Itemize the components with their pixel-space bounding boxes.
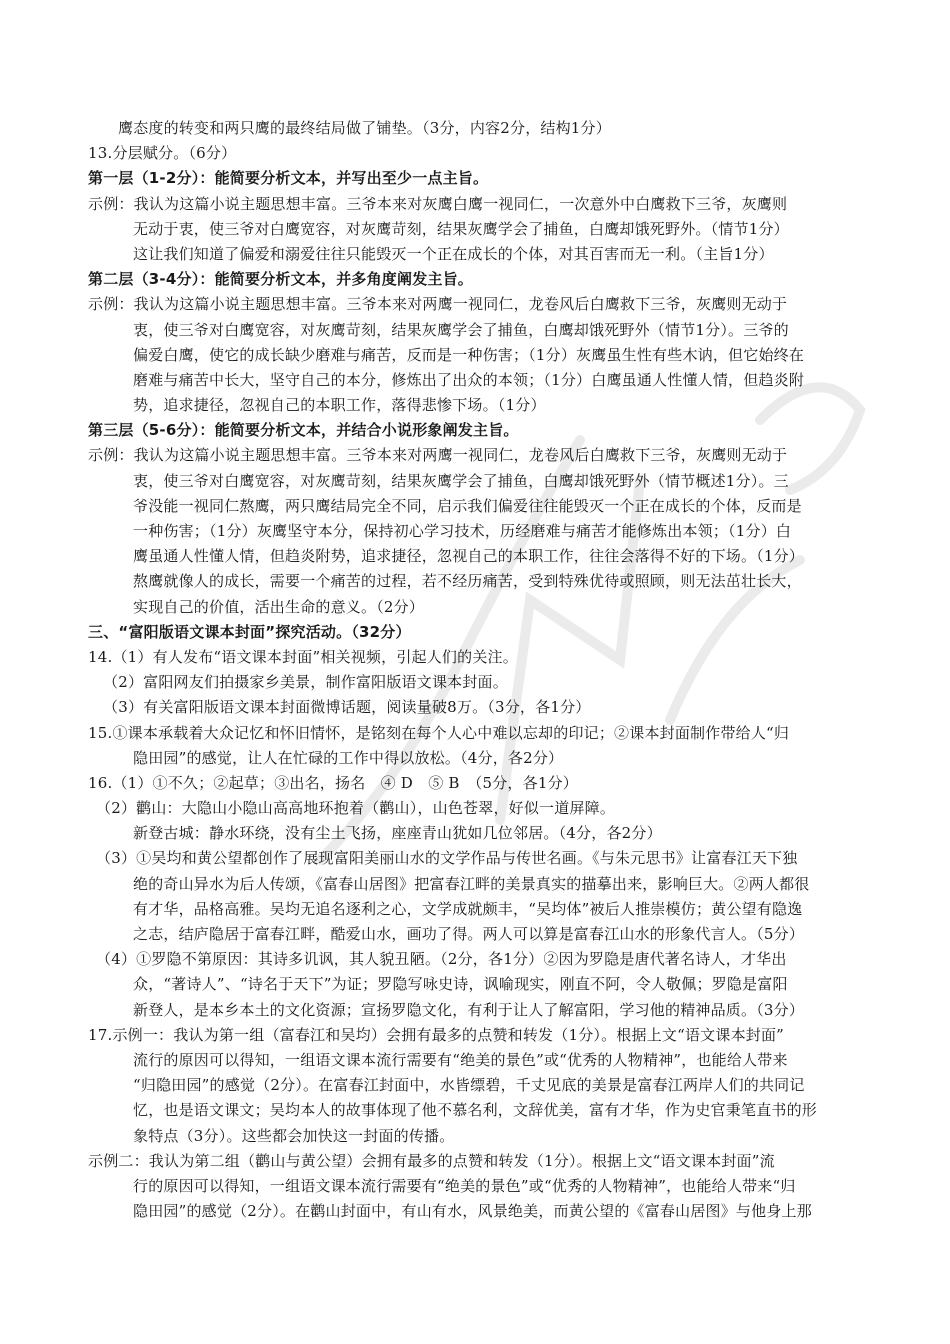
answer-document (88, 116, 878, 1224)
text-line: 新登古城：静水环绕，没有尘土飞扬，座座青山犹如几位邻居。（4分，各2分） (133, 824, 662, 843)
text-line: 象特点（3分）。这些都会加快这一封面的传播。 (133, 1126, 455, 1145)
text-line: 势，追求捷径，忽视自己的本职工作，落得悲惨下场。（1分） (133, 396, 546, 415)
text-line: 示例：我认为这篇小说主题思想丰富。三爷本来对灰鹰白鹰一视同仁，一次意外中白鹰救下三爷，灰鹰则 (88, 194, 788, 213)
text-line: 13.分层赋分。（6分） (88, 144, 237, 163)
text-line: （2）富阳网友们拍摄家乡美景，制作富阳版语文课本封面。 (103, 673, 508, 692)
text-line: 之志，结庐隐居于富春江畔，酷爱山水，画功了得。两人可以算是富春江山水的形象代言人。（5分） (133, 925, 805, 943)
text-line: 衷，使三爷对白鹰宽容，对灰鹰苛刻，结果灰鹰学会了捕鱼，白鹰却饿死野外（情节1分）。三爷的 (133, 320, 789, 339)
text-line: 鹰态度的转变和两只鹰的最终结局做了铺垫。（3分，内容2分，结构1分） (118, 119, 611, 137)
text-line: 行的原因可以得知，一组语文课本流行需要有“绝美的景色”或“优秀的人物精神”，也能给人带来“归 (133, 1176, 796, 1195)
text-line: 流行的原因可以得知，一组语文课本流行需要有“绝美的景色”或“优秀的人物精神”，也能给人带来 (133, 1050, 788, 1069)
text-line: 15.①课本承载着大众记忆和怀旧情怀，是铭刻在每个人心中难以忘却的印记；②课本封面制作带给人“归 (88, 723, 790, 742)
text-line: 有才华，品格高雅。吴均无追名逐利之心，文学成就颇丰，“吴均体”被后人推崇模仿；黄公望有隐逸 (133, 899, 803, 918)
text-line: 绝的奇山异水为后人传颂，《富春山居图》把富春江畔的美景真实的描摹出来，影响巨大。②两人都很 (133, 874, 810, 893)
text-line: 第三层（5-6分）：能简要分析文本，并结合小说形象阐发主旨。 (88, 421, 519, 440)
text-line: 爷没能一视同仁熬鹰，两只鹰结局完全不同，启示我们偏爱往往能毁灭一个正在成长的个体，反而是 (133, 496, 802, 515)
text-line: 14.（1）有人发布“语文课本封面”相关视频，引起人们的关注。 (88, 647, 518, 666)
text-line: 一种伤害；（1分）灰鹰坚守本分，保持初心学习技术，历经磨难与痛苦才能修炼出本领；（1分）白 (133, 522, 792, 540)
text-line: 示例：我认为这篇小说主题思想丰富。三爷本来对两鹰一视同仁，龙卷风后白鹰救下三爷，灰鹰则无动于 (88, 295, 788, 314)
text-line: 隐田园”的感觉，让人在忙碌的工作中得以放松。（4分，各2分） (133, 748, 564, 767)
text-line: 偏爱白鹰，使它的成长缺少磨难与痛苦，反而是一种伤害；（1分）灰鹰虽生性有些木讷，但它始终在 (133, 345, 805, 364)
text-line: 忆，也是语文课文；吴均本人的故事体现了他不慕名利，文辞优美，富有才华，作为史官秉笔直书的形 (133, 1101, 818, 1120)
text-line: 第一层（1-2分）：能简要分析文本，并写出至少一点主旨。 (88, 169, 489, 188)
text-line: （4）①罗隐不第原因：其诗多讥讽，其人貌丑陋。（2分，各1分）②因为罗隐是唐代著名诗人，才华出 (96, 950, 787, 969)
text-line: 新登人，是本乡本土的文化资源；宣扬罗隐文化，有利于让人了解富阳，学习他的精神品质。（3分） (133, 1000, 805, 1019)
text-line: 无动于衷，使三爷对白鹰宽容，对灰鹰苛刻，结果灰鹰学会了捕鱼，白鹰却饿死野外。（情节1分） (133, 219, 789, 238)
text-line: （3）①吴均和黄公望都创作了展现富阳美丽山水的文学作品与传世名画。《与朱元思书》让富春江天下独 (96, 849, 798, 868)
text-line: 鹰虽通人性懂人情，但趋炎附势，追求捷径，忽视自己的本职工作，往往会落得不好的下场。（1分） (133, 547, 805, 566)
text-line: 示例二：我认为第二组（鹳山与黄公望）会拥有最多的点赞和转发（1分）。根据上文“语文课本封面”流 (88, 1151, 775, 1170)
text-line: （3）有关富阳版语文课本封面微博话题，阅读量破8万。（3分，各1分） (103, 698, 591, 717)
text-line: （2）鹳山：大隐山小隐山高高地环抱着（鹳山），山色苍翠，好似一道屏障。 (96, 799, 616, 818)
text-line: 这让我们知道了偏爱和溺爱往往只能毁灭一个正在成长的个体，对其百害而无一利。（主旨1分） (133, 244, 774, 263)
text-line: 实现自己的价值，活出生命的意义。（2分） (133, 597, 425, 616)
text-line: 三、“富阳版语文课本封面”探究活动。（32分） (88, 622, 411, 641)
text-line: 16.（1）①不久；②起草；③出名，扬名 ④ D ⑤ B （5分，各1分） (88, 773, 578, 792)
text-line: 示例：我认为这篇小说主题思想丰富。三爷本来对两鹰一视同仁，龙卷风后白鹰救下三爷，灰鹰则无动于 (88, 446, 788, 465)
text-line: 第二层（3-4分）：能简要分析文本，并多角度阐发主旨。 (88, 270, 474, 289)
text-line: 隐田园”的感觉（2分）。在鹳山封面中，有山有水，风景绝美，而黄公望的《富春山居图》与他身上那 (133, 1202, 812, 1221)
text-line: “归隐田园”的感觉（2分）。在富春江封面中，水皆缥碧，千丈见底的美景是富春江两岸人们的共同记 (133, 1076, 805, 1095)
text-line: 17.示例一：我认为第一组（富春江和吴均）会拥有最多的点赞和转发（1分）。根据上文“语文课本封面” (88, 1025, 785, 1044)
text-line: 熬鹰就像人的成长，需要一个痛苦的过程，若不经历痛苦，受到特殊优待或照顾，则无法茁壮长大， (133, 572, 802, 591)
text-line: 众，“著诗人”、“诗名于天下”为证；罗隐写咏史诗，讽喻现实，刚直不阿，令人敬佩；罗隐是富阳 (133, 975, 788, 994)
text-line: 衷，使三爷对白鹰宽容，对灰鹰苛刻，结果灰鹰学会了捕鱼，白鹰却饿死野外（情节概述1分）。三 (133, 471, 789, 490)
text-line: 磨难与痛苦中长大，坚守自己的本分，修炼出了出众的本领；（1分）白鹰虽通人性懂人情，但趋炎附 (133, 370, 805, 389)
